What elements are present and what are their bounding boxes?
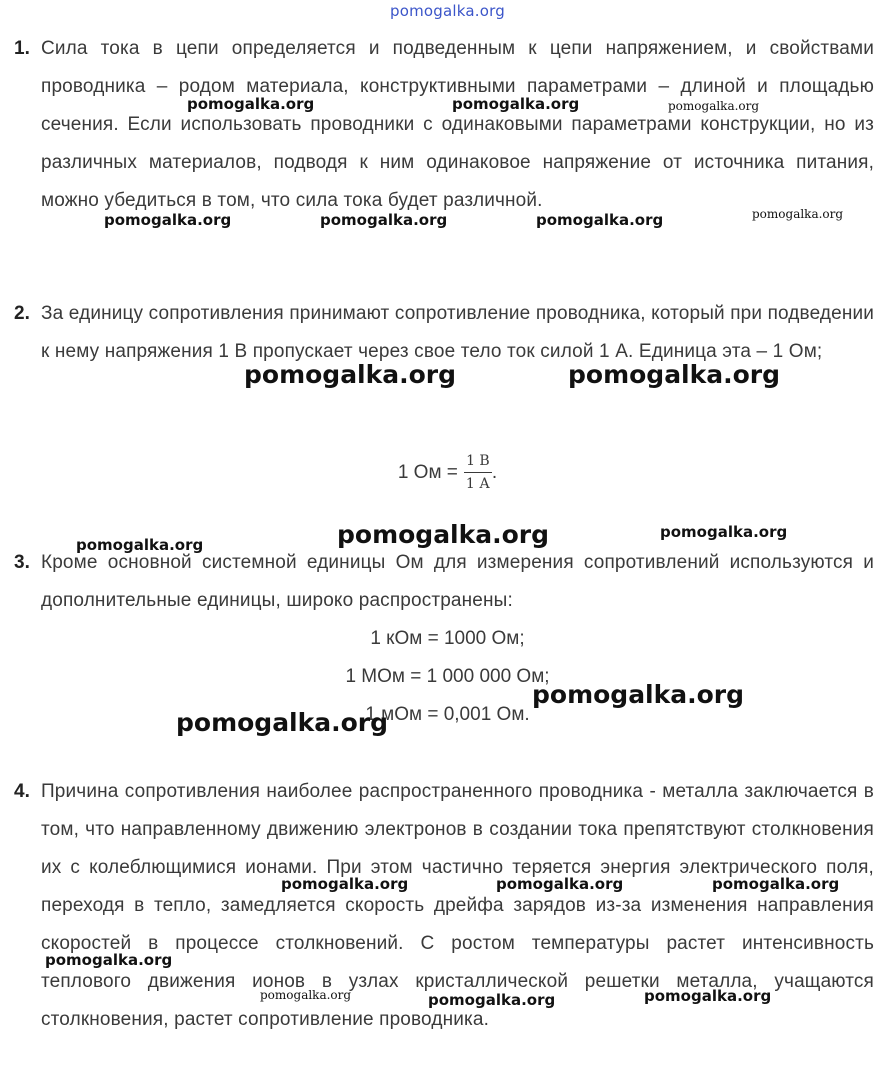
list-item-3 — [14, 544, 874, 620]
formula-lhs: 1 Ом = — [397, 461, 458, 483]
watermark: pomogalka.org — [496, 875, 624, 893]
item-text: Причина сопротивления наиболее распространенного проводника - металла заключается в том, что направленному движению электронов в создании тока препятствуют столкновения их с колеблющимися ионами. При этом частично теряется энергия электрического поля, переходя в тепло, замедляется скорость дрейфа зарядов из-за изменения направления скоростей в процессе столкновений. С ростом температуры растет интенсивность теплового движения ионов в узлах кристаллической решетки металла, учащаются столкновения, растет сопротивление проводника. — [41, 781, 874, 1030]
list-item-1 — [14, 30, 874, 220]
item-number: 4. — [14, 781, 30, 802]
unit-megaohm: 1 МОм = 1 000 000 Ом; — [345, 666, 550, 687]
watermark: pomogalka.org — [244, 360, 457, 389]
item-text: Кроме основной системной единицы Ом для измерения сопротивлений используются и дополнительные единицы, широко распространены: — [41, 552, 874, 611]
watermark: pomogalka.org — [428, 991, 556, 1009]
formula-denominator: 1 А — [465, 476, 490, 492]
ohm-formula — [0, 452, 895, 493]
item-text: Сила тока в цепи определяется и подведенным к цепи напряжением, и свойствами проводника – родом материала, конструктивными параметрами – длиной и площадью сечения. Если использовать проводники с одинаковыми параметрами конструкции, но из различных материалов, подводя к ним одинаковое напряжение от источника питания, можно убедиться в том, что сила тока будет различной. — [41, 38, 874, 211]
site-header-link[interactable]: pomogalka.org — [390, 2, 505, 20]
formula-fraction — [464, 452, 492, 493]
unit-kiloohm: 1 кОм = 1000 Ом; — [370, 628, 525, 649]
unit-milliohm: 1 мОм = 0,001 Ом. — [365, 704, 530, 725]
watermark: pomogalka.org — [452, 95, 580, 113]
watermark: pomogalka.org — [712, 875, 840, 893]
watermark: pomogalka.org — [337, 520, 550, 549]
formula-tail: . — [491, 461, 498, 483]
watermark: pomogalka.org — [532, 680, 745, 709]
item-number: 2. — [14, 303, 30, 324]
watermark: pomogalka.org — [104, 211, 232, 229]
item-number: 3. — [14, 552, 30, 573]
watermark: pomogalka.org — [752, 207, 844, 221]
item-number: 1. — [14, 38, 30, 59]
watermark: pomogalka.org — [660, 523, 788, 541]
watermark: pomogalka.org — [260, 988, 352, 1002]
watermark: pomogalka.org — [45, 951, 173, 969]
watermark: pomogalka.org — [536, 211, 664, 229]
watermark: pomogalka.org — [668, 99, 760, 113]
watermark: pomogalka.org — [176, 708, 389, 737]
watermark: pomogalka.org — [76, 536, 204, 554]
watermark: pomogalka.org — [568, 360, 781, 389]
watermark: pomogalka.org — [320, 211, 448, 229]
formula-numerator: 1 В — [466, 453, 490, 469]
watermark: pomogalka.org — [187, 95, 315, 113]
item-text: За единицу сопротивления принимают сопротивление проводника, который при подведении к нему напряжения 1 В пропускает через свое тело ток силой 1 А. Единица эта – 1 Ом; — [41, 303, 874, 362]
watermark: pomogalka.org — [281, 875, 409, 893]
fraction-bar — [464, 472, 492, 473]
watermark: pomogalka.org — [644, 987, 772, 1005]
